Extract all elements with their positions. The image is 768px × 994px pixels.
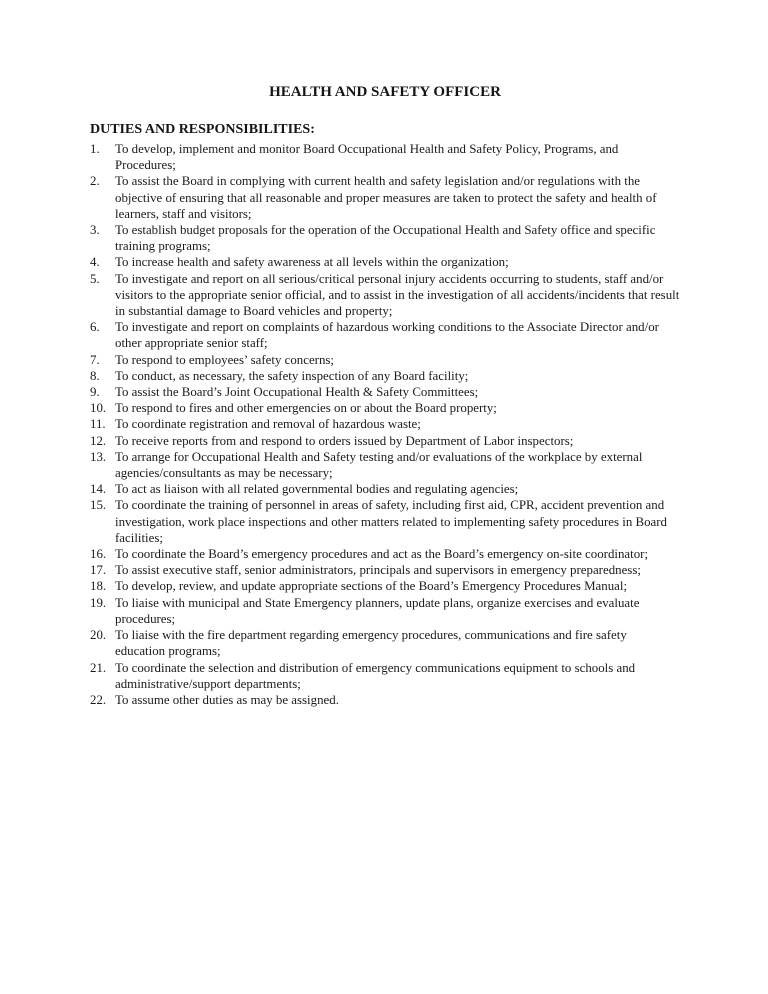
section-heading: DUTIES AND RESPONSIBILITIES: (90, 122, 315, 137)
duty-item-number: 18. (90, 579, 107, 594)
duty-item-number: 13. (90, 449, 107, 464)
duty-item (90, 271, 680, 320)
duty-item (90, 562, 680, 578)
duty-item (90, 141, 680, 173)
duty-item-number: 2. (90, 174, 100, 189)
duty-item (90, 481, 680, 497)
duty-item (90, 173, 680, 222)
duty-item (90, 319, 680, 351)
duty-item-number: 16. (90, 547, 107, 562)
duty-item (90, 627, 680, 659)
duty-item-text: To coordinate registration and removal of hazardous waste; (115, 417, 421, 432)
duty-item-number: 11. (90, 417, 106, 432)
duty-item (90, 546, 680, 562)
duty-item (90, 692, 680, 708)
duty-item-number: 15. (90, 498, 107, 513)
duty-item-number: 3. (90, 223, 100, 238)
duty-item-text: To develop, implement and monitor Board Occupational Health and Safety Policy, Programs, and Procedures; (115, 142, 619, 173)
duty-item-text: To assist the Board in complying with current health and safety legislation and/or regulations with the objective of ensuring that all reasonable and proper measures are taken to protect the safety and health of learners, staff and visitors; (115, 174, 657, 221)
duty-item-number: 22. (90, 692, 107, 707)
duty-item-text: To assume other duties as may be assigned. (115, 692, 339, 707)
duty-item-text: To investigate and report on complaints of hazardous working conditions to the Associate Director and/or other appropriate senior staff; (115, 320, 659, 351)
duties-list (90, 141, 680, 708)
duty-item (90, 384, 680, 400)
duty-item-text: To liaise with municipal and State Emergency planners, update plans, organize exercises and evaluate procedures; (115, 595, 640, 626)
duty-item (90, 497, 680, 546)
duty-item-number: 20. (90, 628, 107, 643)
duty-item-number: 21. (90, 660, 107, 675)
duty-item-number: 6. (90, 320, 100, 335)
duty-item-text: To assist executive staff, senior administrators, principals and supervisors in emergency preparedness; (115, 563, 641, 578)
duty-item (90, 368, 680, 384)
duty-item-text: To coordinate the training of personnel in areas of safety, including first aid, CPR, accident prevention and investigation, work place inspections and other matters related to implementing safety procedures in Board facilities; (115, 498, 667, 545)
duty-item-text: To investigate and report on all serious/critical personal injury accidents occurring to students, staff and/or visitors to the appropriate senior official, and to assist in the investigation of all accidents/incidents that result in substantial damage to Board vehicles and property; (115, 271, 680, 319)
duty-item-number: 7. (90, 352, 100, 367)
duty-item (90, 416, 680, 432)
duty-item (90, 400, 680, 416)
duty-item-number: 4. (90, 255, 100, 270)
duty-item (90, 595, 680, 627)
duty-item (90, 222, 680, 254)
duty-item-text: To assist the Board’s Joint Occupational Health & Safety Committees; (115, 385, 479, 400)
duty-item-number: 12. (90, 433, 107, 448)
duty-item-text: To coordinate the selection and distribution of emergency communications equipment to schools and administrative/support departments; (115, 660, 636, 691)
duty-item (90, 352, 680, 368)
duty-item-text: To respond to employees’ safety concerns; (115, 352, 335, 367)
duty-item-text: To receive reports from and respond to orders issued by Department of Labor inspectors; (115, 433, 574, 448)
duty-item-text: To respond to fires and other emergencies on or about the Board property; (115, 401, 497, 416)
duty-item (90, 433, 680, 449)
duty-item-text: To conduct, as necessary, the safety inspection of any Board facility; (115, 368, 469, 383)
duty-item-text: To coordinate the Board’s emergency procedures and act as the Board’s emergency on-site coordinator; (115, 547, 649, 562)
page-title: HEALTH AND SAFETY OFFICER (269, 84, 501, 100)
duty-item (90, 578, 680, 594)
duty-item-text: To develop, review, and update appropriate sections of the Board’s Emergency Procedures Manual; (115, 579, 628, 594)
duty-item-number: 8. (90, 368, 100, 383)
duty-item-number: 14. (90, 482, 107, 497)
duty-item-number: 5. (90, 271, 100, 286)
duty-item-number: 17. (90, 563, 107, 578)
duty-item-text: To establish budget proposals for the operation of the Occupational Health and Safety office and specific training programs; (115, 223, 656, 254)
duty-item-number: 1. (90, 142, 100, 156)
duty-item-number: 10. (90, 401, 107, 416)
duty-item-number: 19. (90, 595, 107, 610)
duty-item (90, 254, 680, 270)
duty-item-text: To act as liaison with all related governmental bodies and regulating agencies; (115, 482, 519, 497)
duty-item-text: To liaise with the fire department regarding emergency procedures, communications and fire safety education programs; (115, 628, 627, 659)
duty-item (90, 660, 680, 692)
duty-item-number: 9. (90, 385, 100, 400)
duty-item-text: To increase health and safety awareness at all levels within the organization; (115, 255, 509, 270)
duty-item-text: To arrange for Occupational Health and Safety testing and/or evaluations of the workplace by external agencies/consultants as may be necessary; (115, 449, 643, 481)
duty-item (90, 449, 680, 481)
